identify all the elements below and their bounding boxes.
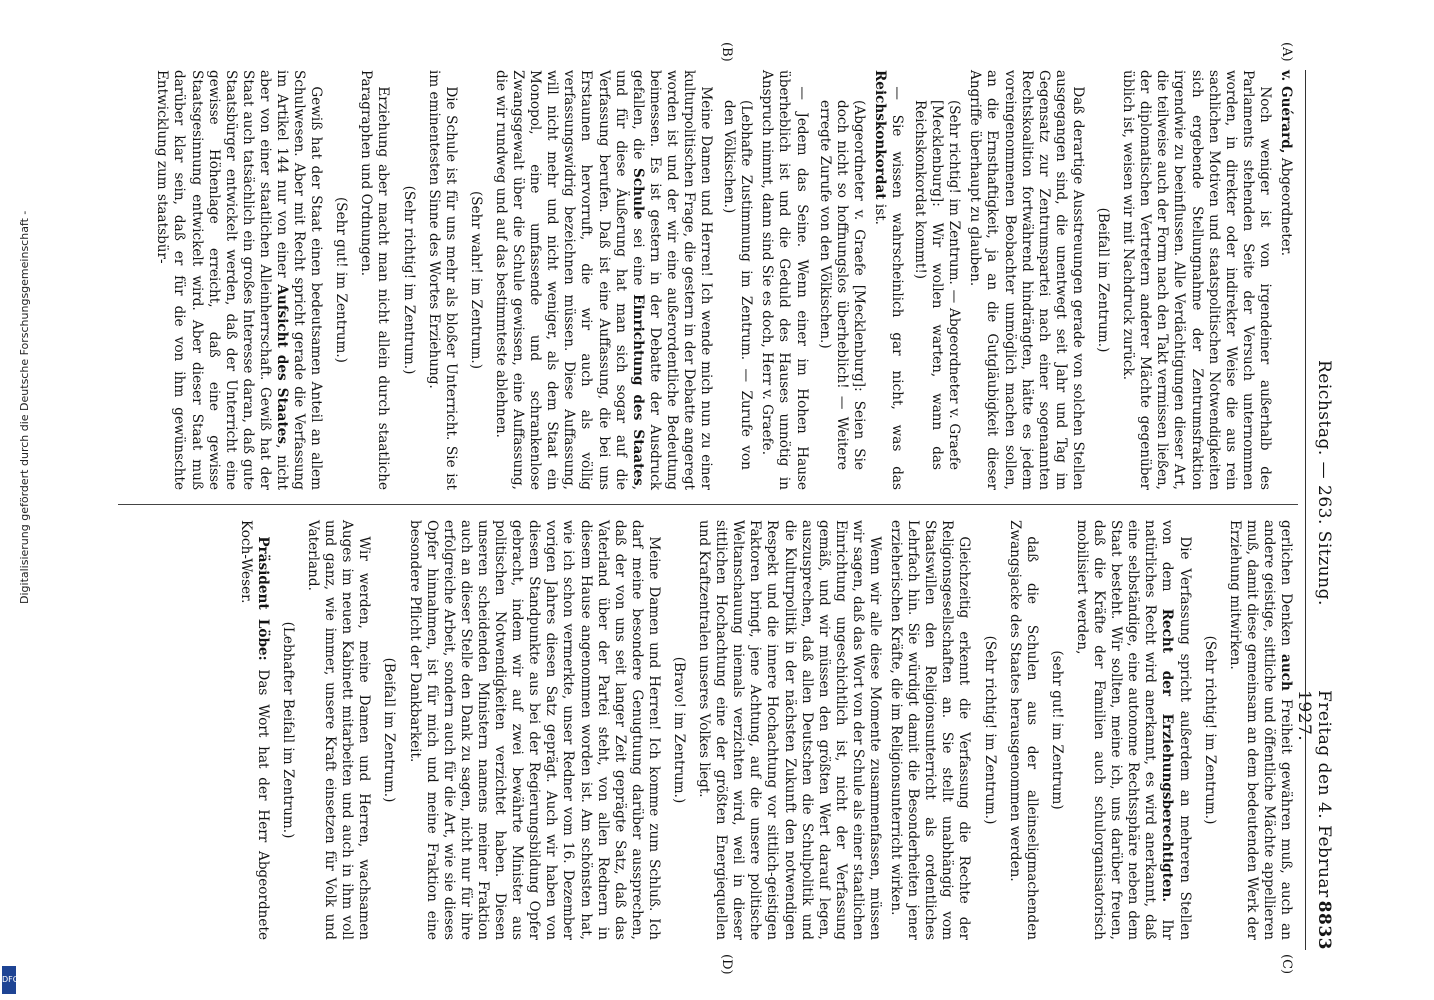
paragraph: Meine Damen und Herren! Ich wende mich nun zu einer kulturpolitischen Frage, die gestern in der Debatte angeregt worden ist und der wir eine außerordentliche Bedeutung beimessen. Es ist gestern in der Debatte der Ausdruck gefallen, die Schule sei eine Einrichtung des Staates, und für diese Äußerung hat man sich sogar auf die Verfassung berufen. Daß ist eine Auffassung, die bei uns Erstaunen hervorruft, die wir auch als völlig verfassungswidrig bezeichnen müssen. Diese Auffassung, will nicht mehr und nicht weniger, als dem Staat ein Monopol, eine umfassende und schrankenlose Zwangsgewalt über die Schule gewissen, eine Auffassung, die wir rundweg und auf das bestimmteste ablehnen. xyxy=(492,70,715,491)
paragraph: v. Guérard, Abgeordneter. xyxy=(1278,70,1294,257)
paragraph: Gewiß hat der Staat einen bedeutsamen Anteil an allem Schulwesen. Aber mit Recht spricht gerade die Verfassung im Artikel 144 nur von einer Aufsicht des Staates, nicht aber von einer staatlichen Alleinherrschaft. Gewiß hat der Staat auch tatsächlich ein großes Interesse daran, daß gute Staatsbürger entwickelt werden, daß der Unterricht eine gewisse Höhenlage erreicht, daß eine gewisse Staatsgesinnung entwickelt wird. Aber dieser Staat muß darüber klar sein, daß er für die von ihm gewünschte Entwicklung zum staatsbür- xyxy=(154,70,325,491)
paragraph: (Sehr richtig! im Zentrum. — Abgeordneter v. Graefe [Mecklenburg]: Wir wollen warten, wann das Reichskonkordat kommt!) xyxy=(912,100,963,470)
digitization-credit: Digitalisierung gefördert durch die Deutsche Forschungsgemeinschaft - xyxy=(18,210,31,604)
paragraph: — Sie wissen wahrscheinlich gar nicht, was das Reichskonkordat ist. xyxy=(871,70,906,490)
left-text-column xyxy=(114,70,1294,490)
page-header xyxy=(1294,70,1334,950)
paragraph: Meine Damen und Herren! Ich komme zum Schluß. Ich darf meine besondere Genugtuung darüber aussprechen, daß der von uns seit langer Zeit geprägte Satz, daß das Vaterland über der Partei steht, von allen Rednern in diesem Hause angenommen worden ist. Am schönsten hat, wie ich schon vermerkte, unser Redner vom 16. Dezember vorigen Jahres diesen Satz geprägt. Auch wir haben von diesem Standpunkte aus bei der Regierungsbildung Opfer gebracht, indem wir auf zwei bewährte Minister aus politischen Notwendigkeiten verzichtet haben. Diesen unseren scheidenden Ministern namens meiner Fraktion auch an dieser Stelle den Dank zu sagen, nicht nur für ihre erfolgreiche Arbeit, sondern auch für die Art, wie sie dieses Opfer hinnahmen, ist für mich und meine Fraktion eine besondere Pflicht der Dankbarkeit. xyxy=(406,520,662,940)
margin-mark-b: (B) xyxy=(719,42,734,62)
paragraph: Die Verfassung spricht außerdem an mehreren Stellen von dem Recht der Erziehungsberechtigten. Ihr natürliches Recht wird anerkannt, es wird anerkannt, daß eine selbständige, eine autonome Rechtssphäre neben dem Staat besteht. Wir sollten, meine ich, uns darüber freuen, daß die Kräfte der Familien auch schulorganisatorisch mobilisiert werden, xyxy=(1073,520,1193,940)
header-left: Reichstag. — 263. Sitzung. xyxy=(1314,360,1334,606)
paragraph: (Beifall im Zentrum.) xyxy=(381,657,398,803)
dfg-logo: DFG xyxy=(2,966,16,994)
page-number: 8833 xyxy=(1314,900,1334,950)
paragraph: (Sehr wahr! im Zentrum.) xyxy=(467,190,484,370)
paragraph: Präsident Löbe: Das Wort hat der Herr Abgeordnete Koch-Weser. xyxy=(237,520,271,940)
paragraph: (Sehr richtig! im Zentrum.) xyxy=(981,635,998,825)
paragraph: Daß derartige Ausstreuungen gerade von solchen Stellen ausgegangen sind, die unentwegt seit Jahr und Tag im Gegensatz zur Zentrumspartei nach einer sogenannten Rechtskoalition fortwährend hindrängten, hätte es jedem voreingenommenen Beobachter unmöglich machen sollen, an die Ernsthaftigkeit, ja an die Gutgläubigkeit dieser Angriffe überhaupt zu glauben. xyxy=(967,70,1086,490)
paragraph: (Lebhafter Beifall im Zentrum.) xyxy=(280,621,297,839)
paragraph: (Sehr gut! im Zentrum.) xyxy=(333,197,350,363)
margin-mark-a: (A) xyxy=(1279,42,1294,62)
column-divider xyxy=(118,504,1298,505)
paragraph: Noch weniger ist von irgendeiner außerhalb des Parlaments stehenden Seite der Versuch unternommen worden, in direkter oder indirekter Weise die aus rein sachlichen Motiven und staatspolitischen Notwendigkeiten sich ergebende Stellungnahme der Zentrumsfraktion irgendwie zu beeinflussen. Alle Verdächtigungen dieser Art, die teilweise auch der Form nach den Takt vermissen ließen, der diplomatischen Vertretern anderer Mächte gegenüber üblich ist, weisen wir mit Nachdruck zurück. xyxy=(1120,70,1273,490)
paragraph: (Sehr richtig! im Zentrum.) xyxy=(400,185,417,375)
paragraph: — Jedem das Seine. Wenn einer im Hohen Hause überheblich ist und die Geduld des Hauses unnötig in Anspruch nimmt, dann sind Sie es doch, Herr v. Graefe. xyxy=(759,70,810,490)
paragraph: (sehr gut! im Zentrum) xyxy=(1048,650,1065,810)
right-text-column xyxy=(114,520,1294,940)
paragraph: (Bravo! im Zentrum.) xyxy=(671,656,687,804)
paragraph: gerlichen Denken auch Freiheit gewähren muß, auch an andere geistige, sittliche und öffentliche Mächte appellieren muß, damit diese gemeinsam an dem bedeutenden Werk der Erziehung mitwirken. xyxy=(1226,520,1294,940)
header-right: Freitag den 4. Februar 1927. xyxy=(1294,690,1334,898)
paragraph: Die Schule ist für uns mehr als bloßer Unterricht. Sie ist im eminentesten Sinne des Wortes Erziehung. xyxy=(425,70,459,490)
header-rule xyxy=(1305,70,1306,950)
paragraph: Wenn wir alle diese Momente zusammenfassen, müssen wir sagen, daß das Wort von der Schule als einer staatlichen Einrichtung ungeschichtlich ist, nicht der Verfassung gemäß, und wir müssen den größten Wert darauf legen, auszusprechen, daß allen Deutschen die Schulpolitik und die Kulturpolitik in der nächsten Zukunft den notwendigen Respekt und die innere Hochachtung vor sittlich-geistigen Faktoren bringt, jene Achtung, auf die unsere politische Weltanschauung niemals verzichten wird, weil in dieser sittlichen Hochachtung eine der größten Energiequellen und Kraftzentralen unseres Volkes liegt. xyxy=(696,520,884,940)
paragraph: daß die Schulen aus der alleinseligmachenden Zwangsjacke des Staates herausgenommen werden. xyxy=(1006,520,1040,940)
margin-mark-c: (C) xyxy=(1279,954,1294,975)
paragraph: Wir werden, meine Damen und Herren, wachsamen Auges im neuen Kabinett mitarbeiten und auch in ihm voll und ganz, wie immer, unsere Kraft einsetzen für Volk und Vaterland. xyxy=(305,520,373,940)
rotated-document-page xyxy=(94,42,1334,975)
margin-mark-d: (D) xyxy=(719,954,734,975)
paragraph: (Sehr richtig! im Zentrum.) xyxy=(1201,635,1218,825)
paragraph: (Lebhafte Zustimmung im Zentrum. — Zurufe von den Völkischen.) xyxy=(721,100,755,470)
paragraph: (Abgeordneter v. Graefe [Mecklenburg]: Seien Sie doch nicht so hoffnungslos überheblich! — Weitere erregte Zurufe von den Völkischen.) xyxy=(816,100,867,470)
paragraph: Gleichzeitig erkennt die Verfassung die Rechte der Religionsgesellschaften an. Sie stellt unabhängig vom Staatswillen den Religionsunterricht als ordentliches Lehrfach hin. Sie würdigt damit die Besonderheiten jener erzieherischen Kräfte, die im Religionsunterricht wirken. xyxy=(888,520,973,940)
paragraph: (Beifall im Zentrum.) xyxy=(1095,207,1112,353)
paragraph: Erziehung aber macht man nicht allein durch staatliche Paragraphen und Ordnungen. xyxy=(358,70,392,490)
